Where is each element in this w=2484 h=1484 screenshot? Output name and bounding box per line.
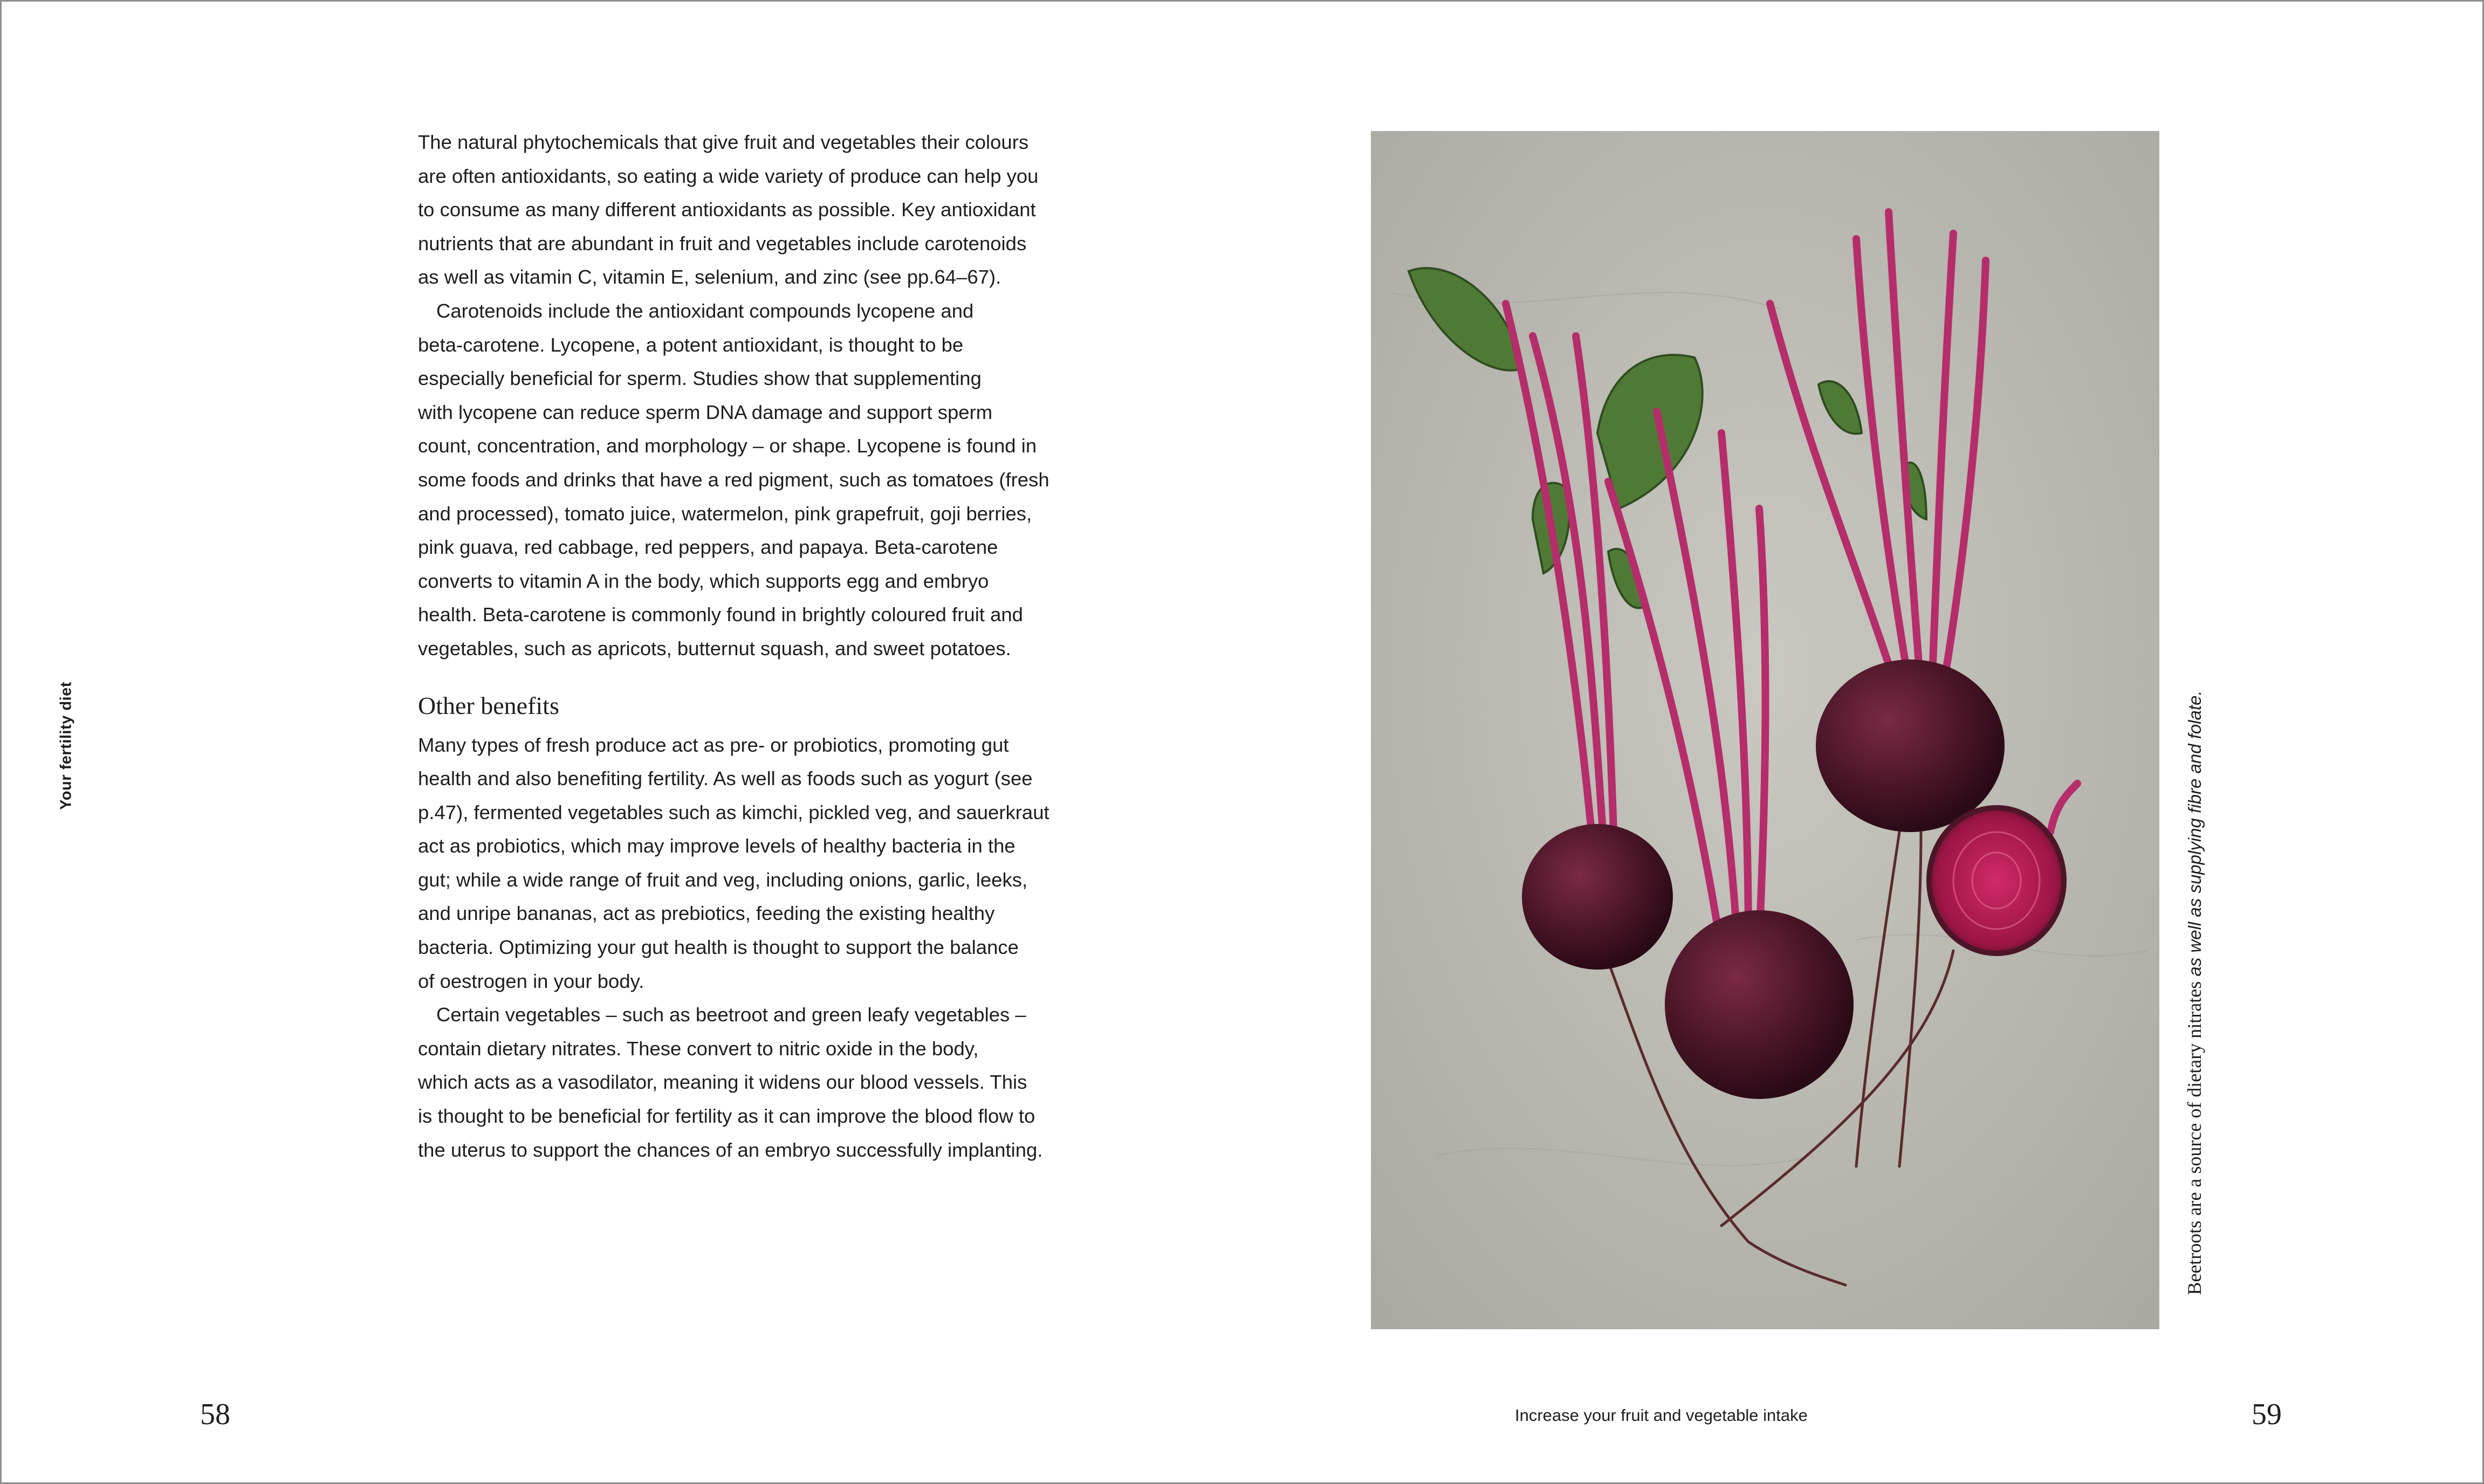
body-text-column (418, 126, 1135, 1167)
paragraph-nitrates: Certain vegetables – such as beetroot and green leafy vegetables – contain dietary nitrates. These convert to nitric oxide in the body, which acts as a vasodilator, meaning it widens our blood vessels. This is thought to be beneficial for fertility as it can improve the blood flow to the uterus to support the chances of an embryo successfully implanting. (418, 1004, 1043, 1161)
photo-caption (2183, 690, 2206, 1295)
running-footer: Increase your fruit and vegetable intake (1515, 1406, 1808, 1425)
subheading-other-benefits: Other benefits (418, 691, 559, 719)
page-number-right: 59 (2252, 1398, 2282, 1431)
running-head: Your fertility diet (57, 682, 75, 810)
beetroot-photo (1371, 131, 2159, 1329)
paragraph-antioxidants: The natural phytochemicals that give fruit and vegetables their colours are often antioxidants, so eating a wide variety of produce can help you to consume as many different antioxidants as possible. Key antioxidant nutrients that are abundant in fruit and vegetables include carotenoids as well as vitamin C, vitamin E, selenium, and zinc (see pp.64–67). (418, 131, 1039, 288)
beetroot-illustration (1371, 131, 2159, 1329)
caption-lead: Beetroots are a source of dietary nitrates (2184, 981, 2205, 1295)
paragraph-probiotics: Many types of fresh produce act as pre- or probiotics, promoting gut health and also benefiting fertility. As well as foods such as yogurt (see p.47), fermented vegetables such as kimchi, pickled veg, and sauerkraut act as probiotics, which may improve levels of healthy bacteria in the gut; while a wide range of fruit and veg, including onions, garlic, leeks, and unripe bananas, act as prebiotics, feeding the existing healthy bacteria. Optimizing your gut health is thought to support the balance of oestrogen in your body. (418, 733, 1049, 992)
page-number-left: 58 (200, 1398, 230, 1431)
paragraph-carotenoids: Carotenoids include the antioxidant compounds lycopene and beta-carotene. Lycopene, a potent antioxidant, is thought to be especially beneficial for sperm. Studies show that supplementing with lycopene can reduce sperm DNA damage and support sperm count, concentration, and morphology – or shape. Lycopene is found in some foods and drinks that have a red pigment, such as tomatoes (fresh and processed), tomato juice, watermelon, pink grapefruit, goji berries, pink guava, red cabbage, red peppers, and papaya. Beta-carotene converts to vitamin A in the body, which supports egg and embryo health. Beta-carotene is commonly found in brightly coloured fruit and vegetables, such as apricots, butternut squash, and sweet potatoes. (418, 299, 1049, 659)
caption-rest: as well as supplying fibre and folate. (2185, 690, 2205, 981)
